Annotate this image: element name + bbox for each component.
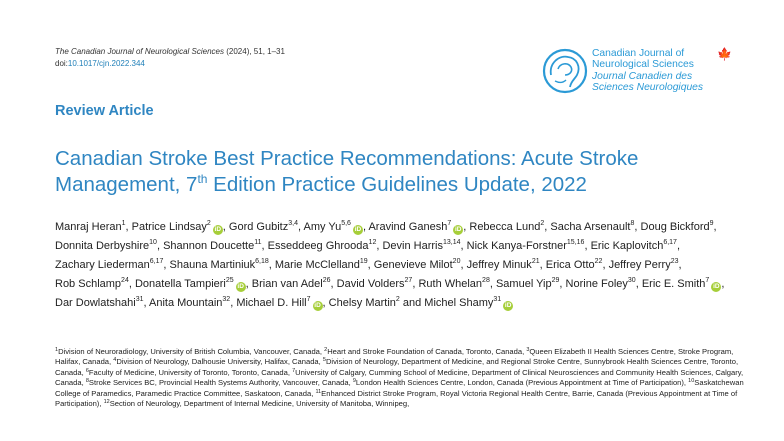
affiliation-item <box>104 399 410 408</box>
author-separator: , <box>412 278 416 290</box>
author-separator: , <box>539 259 543 271</box>
affiliation-text: Division of Neurology, Dalhousie University, Halifax, Canada, <box>116 357 321 367</box>
author-name-text: Erica Otto <box>545 259 595 271</box>
author-affiliation-mark: 32 <box>222 296 231 303</box>
author-name <box>591 240 680 252</box>
author-affiliation-mark: 2 <box>395 296 400 303</box>
author-affiliation-mark: 20 <box>452 258 461 265</box>
author-name <box>149 297 233 309</box>
author-name <box>368 221 466 233</box>
author-affiliation-mark: 19 <box>359 258 368 265</box>
author-affiliation-mark: 3,4 <box>288 220 298 227</box>
author-name <box>303 221 366 233</box>
author-name <box>55 297 147 309</box>
orcid-icon[interactable]: iD <box>504 302 512 309</box>
author-name <box>252 278 334 290</box>
author-separator: , <box>584 240 588 252</box>
author-name-text: Esseddeeg Ghrooda <box>267 240 369 252</box>
author-affiliation-mark: 25 <box>225 277 234 284</box>
author-affiliation-mark: 9 <box>709 220 714 227</box>
author-name <box>163 240 264 252</box>
author-name-text: Sacha Arsenault <box>550 221 631 233</box>
author-separator: , <box>143 297 147 309</box>
author-affiliation-mark: 26 <box>322 277 331 284</box>
article-title <box>55 146 745 198</box>
author-name <box>337 278 416 290</box>
author-name-text: Michael D. Hill <box>236 297 307 309</box>
author-name <box>641 221 717 233</box>
author-separator: , <box>721 278 725 290</box>
author-separator: , <box>713 221 717 233</box>
author-name-text: Brian van Adel <box>251 278 323 290</box>
affiliation-text: Queen Elizabeth II Health Sciences Centre, Stroke Program, Halifax, Canada, <box>55 347 734 367</box>
author-separator: , <box>297 221 302 233</box>
author-name-text: Norine Foley <box>565 278 628 290</box>
logo-line-4: Sciences Neurologiques <box>592 82 704 94</box>
affiliation-item <box>86 378 351 387</box>
author-separator: , <box>322 297 326 309</box>
author-name <box>329 297 400 309</box>
author-affiliation-mark: 12 <box>368 239 377 246</box>
article-type: Review Article <box>55 103 154 119</box>
author-name <box>55 259 166 271</box>
author-separator: , <box>230 297 234 309</box>
affiliation-text: Division of Neurology, Department of Medicine, and Regional Stroke Centre, Sunnybrook Health Sciences Centre, Toronto, Canada, <box>55 357 739 377</box>
author-name <box>55 278 132 290</box>
author-name-text: Manraj Heran <box>55 221 122 233</box>
author-name-text: Aravind Ganesh <box>368 221 448 233</box>
doi-link[interactable]: 10.1017/cjn.2022.344 <box>67 59 145 68</box>
author-conjunction: and <box>402 297 422 309</box>
author-name-text: Marie McClelland <box>274 259 360 271</box>
author-name <box>467 240 588 252</box>
author-affiliation-mark: 7 <box>705 277 710 284</box>
journal-name: The Canadian Journal of Neurological Sciences <box>55 47 224 56</box>
author-name-text: Genevieve Milot <box>373 259 453 271</box>
author-name-text: Patrice Lindsay <box>131 221 207 233</box>
maple-leaf-icon: 🍁 <box>717 47 732 61</box>
logo-line-2: Neurological Sciences <box>592 59 694 71</box>
author-name <box>566 278 639 290</box>
author-name-text: Rob Schlamp <box>55 278 122 290</box>
author-name-text: Doug Bickford <box>640 221 710 233</box>
author-separator: , <box>362 221 366 233</box>
author-name <box>424 297 513 309</box>
author-separator: , <box>460 240 464 252</box>
journal-logo-text <box>592 48 703 94</box>
orcid-icon[interactable]: iD <box>713 283 720 290</box>
affiliation-text: Enhanced District Stroke Program, Royal Victoria Regional Health Centre, Barrie, Canada (Previous Appointment at Time of Participation), <box>55 388 738 409</box>
author-separator: , <box>678 259 682 271</box>
author-name-text: Donnita Derbyshire <box>55 240 150 252</box>
title-main: Canadian Stroke Best Practice Recommendations: Acute Stroke Management, 7 <box>55 147 639 196</box>
affiliation-text: Division of Neuroradiology, University of British Columbia, Vancouver, Canada, <box>58 347 322 356</box>
author-name-text: Shauna Martiniuk <box>169 259 256 271</box>
orcid-icon[interactable]: iD <box>237 283 244 290</box>
author-name <box>418 278 492 290</box>
orcid-icon[interactable]: iD <box>214 226 222 233</box>
author-affiliation-mark: 30 <box>627 277 636 284</box>
author-name <box>382 240 463 252</box>
affiliation-item <box>324 347 524 356</box>
author-name-text: Jeffrey Perry <box>608 259 671 271</box>
logo-line-1: Canadian Journal of <box>592 48 685 59</box>
author-name <box>268 240 380 252</box>
author-name <box>135 278 249 290</box>
logo-line-3: Journal Canadien des <box>592 70 693 82</box>
author-name-text: Michel Shamy <box>424 297 494 309</box>
author-name-text: Anita Mountain <box>149 297 223 309</box>
affiliation-item <box>353 378 686 387</box>
author-separator: , <box>261 240 265 252</box>
author-affiliation-mark: 6,18 <box>255 258 269 265</box>
author-separator: , <box>125 221 129 233</box>
author-list <box>55 218 755 313</box>
author-affiliation-mark: 6,17 <box>149 258 164 265</box>
author-affiliation-mark: 21 <box>531 258 540 265</box>
author-separator: , <box>156 240 161 252</box>
author-affiliation-mark: 24 <box>121 277 129 284</box>
affiliation-item <box>55 347 322 356</box>
author-separator: , <box>634 221 638 233</box>
author-separator: , <box>602 259 606 271</box>
author-affiliation-mark: 13,14 <box>442 239 461 246</box>
affiliation-number: 3 <box>526 347 530 353</box>
affiliation-number: 6 <box>85 367 89 374</box>
author-separator: , <box>544 221 548 233</box>
author-separator: , <box>367 259 371 271</box>
author-name-text: Amy Yu <box>303 221 342 233</box>
author-affiliation-mark: 5,6 <box>341 220 351 227</box>
author-affiliation-mark: 11 <box>254 239 262 246</box>
author-separator: , <box>489 278 493 290</box>
author-affiliation-mark: 15,16 <box>566 239 585 246</box>
author-separator: , <box>460 259 464 271</box>
author-name <box>609 259 682 271</box>
author-separator: , <box>559 278 563 290</box>
journal-citation <box>55 47 285 56</box>
author-name <box>55 221 129 233</box>
author-name <box>550 221 637 233</box>
author-affiliation-mark: 31 <box>493 296 502 303</box>
affiliation-text: University of Calgary, Cumming School of Medicine, Department of Clinical Neurosciences and Community Health Sciences, Calgary, Canada, <box>55 367 744 388</box>
author-separator: , <box>163 259 167 271</box>
affiliation-text: Section of Neurology, Department of Internal Medicine, University of Manitoba, Winnipeg, <box>109 399 410 409</box>
affiliation-text: Faculty of Medicine, University of Toronto, Toronto, Canada, <box>88 367 290 377</box>
affiliations <box>55 347 755 409</box>
author-name-text: Rebecca Lund <box>469 221 541 233</box>
author-name <box>132 221 226 233</box>
affiliation-text: Saskatchewan College of Paramedics, Paramedic Practice Committee, Saskatoon, Canada, <box>55 378 744 398</box>
affiliation-number: 7 <box>292 367 296 374</box>
affiliation-number: 10 <box>688 378 695 385</box>
author-name <box>546 259 606 271</box>
affiliation-text: Stroke Services BC, Provincial Health Systems Authority, Vancouver, Canada, <box>88 378 351 388</box>
author-name-text: Shannon Doucette <box>163 240 255 252</box>
author-affiliation-mark: 2 <box>540 220 545 227</box>
doi-line <box>55 59 145 68</box>
author-separator: , <box>376 240 380 252</box>
author-name-text: Eric Kaplovitch <box>590 240 664 252</box>
author-separator: , <box>128 278 132 290</box>
orcid-icon[interactable]: iD <box>354 226 362 233</box>
author-separator: , <box>222 221 226 233</box>
title-rest: Edition Practice Guidelines Update, 2022 <box>207 173 587 196</box>
affiliation-number: 1 <box>55 347 59 353</box>
orcid-icon[interactable]: iD <box>314 302 321 309</box>
author-separator: , <box>463 221 467 233</box>
author-name <box>170 259 272 271</box>
author-name <box>496 278 563 290</box>
author-affiliation-mark: 22 <box>594 258 603 265</box>
title-superscript: th <box>197 172 208 186</box>
author-affiliation-mark: 29 <box>551 277 560 284</box>
author-name <box>236 297 325 309</box>
author-affiliation-mark: 10 <box>149 239 157 246</box>
affiliation-number: 2 <box>324 347 328 353</box>
author-name-text: Samuel Yip <box>495 278 552 290</box>
affiliation-text: Heart and Stroke Foundation of Canada, Toronto, Canada, <box>327 347 525 356</box>
author-affiliation-mark: 1 <box>121 220 126 227</box>
author-affiliation-mark: 27 <box>404 277 413 284</box>
affiliation-item <box>86 368 290 377</box>
author-name-text: David Volders <box>336 278 405 290</box>
affiliation-number: 8 <box>85 378 89 385</box>
author-name-text: Jeffrey Minuk <box>466 259 532 271</box>
author-name <box>55 240 160 252</box>
author-affiliation-mark: 23 <box>670 258 679 265</box>
author-name-text: Ruth Whelan <box>418 278 483 290</box>
author-affiliation-mark: 2 <box>206 220 211 227</box>
author-affiliation-mark: 8 <box>630 220 635 227</box>
author-name-text: Nick Kanya-Forstner <box>466 240 567 252</box>
affiliation-number: 5 <box>322 357 326 364</box>
author-separator: , <box>268 259 272 271</box>
author-name-text: Chelsy Martin <box>328 297 396 309</box>
author-name <box>467 259 543 271</box>
doi-label: doi: <box>55 59 68 68</box>
author-affiliation-mark: 28 <box>482 277 490 284</box>
affiliation-text: London Health Sciences Centre, London, Canada (Previous Appointment at Time of Participation), <box>355 378 687 388</box>
author-name-text: Devin Harris <box>382 240 443 252</box>
author-name-text: Gord Gubitz <box>228 221 289 233</box>
author-affiliation-mark: 7 <box>306 296 311 303</box>
journal-volume: (2024), 51, 1–31 <box>226 47 285 56</box>
affiliation-item <box>113 357 320 366</box>
author-name-text: Zachary Liederman <box>55 259 150 271</box>
author-affiliation-mark: 6,17 <box>663 239 677 246</box>
author-affiliation-mark: 7 <box>447 220 452 227</box>
author-separator: , <box>635 278 639 290</box>
author-name <box>642 278 725 290</box>
affiliation-number: 4 <box>113 357 117 364</box>
author-separator: , <box>330 278 334 290</box>
author-name-text: Eric E. Smith <box>641 278 706 290</box>
affiliation-number: 12 <box>103 399 110 406</box>
author-name <box>275 259 371 271</box>
affiliation-number: 9 <box>352 378 356 385</box>
author-name <box>469 221 547 233</box>
author-name <box>374 259 464 271</box>
author-name-text: Dar Dowlatshahi <box>55 297 136 309</box>
affiliation-number: 11 <box>315 388 322 395</box>
orcid-icon[interactable]: iD <box>455 226 462 233</box>
author-separator: , <box>245 278 249 290</box>
author-separator: , <box>676 240 681 252</box>
author-name-text: Donatella Tampieri <box>134 278 226 290</box>
author-name <box>229 221 301 233</box>
author-affiliation-mark: 31 <box>135 296 144 303</box>
